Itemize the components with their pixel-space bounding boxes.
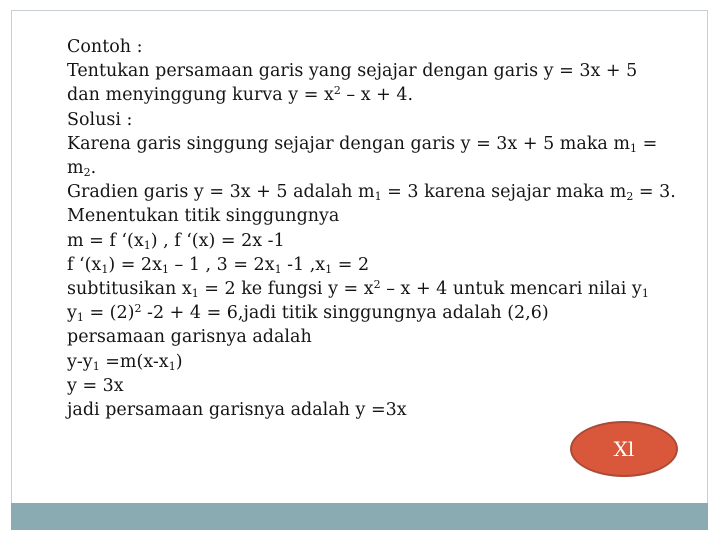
subscript: 1 [143,238,151,252]
text-line [67,108,667,132]
text-fragment: Karena garis singgung sejajar dengan garis y = 3x + 5 maka m [67,133,631,154]
text-fragment: Contoh : [67,37,143,57]
text-line [67,301,667,325]
subscript: 2 [626,190,634,204]
class-badge-label: Xl [613,437,635,461]
text-fragment: jadi persamaan garisnya adalah y =3x [67,400,407,421]
text-fragment: dan menyinggung kurva y = x [67,85,334,106]
text-line [67,180,676,204]
subscript: 1 [374,190,382,204]
text-line [67,59,667,83]
superscript: 2 [373,278,381,292]
text-fragment: Gradien garis y = 3x + 5 adalah m [67,182,375,203]
text-fragment: subtitusikan x [67,279,192,300]
subscript: 1 [641,287,649,301]
text-line [67,325,667,349]
text-fragment: = 3. [633,182,676,203]
text-line [67,83,667,107]
text-line [67,398,667,422]
text-line [67,253,667,277]
subscript: 1 [92,359,100,373]
text-fragment: ) [175,351,183,372]
slide-content [67,35,676,422]
subscript: 1 [191,287,199,301]
text-fragment: -1 ,x [281,254,326,275]
text-fragment: – x + 4. [340,85,414,106]
text-fragment: y [67,303,77,324]
text-fragment: = [637,133,658,154]
text-fragment: = 2 ke fungsi y = x [198,279,374,300]
text-fragment: persamaan garisnya adalah [67,327,312,348]
text-fragment: y-y [67,351,93,372]
text-fragment: m [67,158,84,179]
subscript: 1 [168,359,176,373]
text-line [67,374,667,398]
text-line [67,156,667,180]
text-fragment: – 1 , 3 = 2x [168,254,275,275]
subscript: 1 [325,262,333,276]
subscript: 1 [161,262,169,276]
subscript: 1 [274,262,282,276]
text-line [67,350,667,374]
text-line [67,35,667,59]
text-fragment: -2 + 4 = 6,jadi titik singgungnya adalah (2,6) [141,303,549,324]
superscript: 2 [134,302,142,316]
text-line [67,204,667,228]
subscript: 1 [630,141,638,155]
subscript: 1 [101,262,109,276]
text-fragment: = 3 karena sejajar maka m [381,182,627,203]
text-line [67,132,667,156]
text-line [67,229,667,253]
superscript: 2 [333,84,341,98]
subscript: 2 [83,166,91,180]
text-fragment: ) = 2x [108,254,162,275]
text-fragment: Solusi : [67,109,133,130]
footer-bar [11,503,708,530]
text-fragment: = (2) [83,303,135,324]
text-fragment: Menentukan titik singgungnya [67,206,340,227]
text-fragment: f ‘(x [67,254,102,275]
class-badge [570,421,678,477]
text-fragment: y = 3x [67,375,124,396]
subscript: 1 [76,311,84,325]
text-fragment: m = f ‘(x [67,230,144,251]
text-fragment: =m(x-x [99,351,169,372]
text-fragment: – x + 4 untuk mencari nilai y [380,279,642,300]
text-fragment: = 2 [332,254,370,275]
text-fragment: . [90,158,97,179]
text-line [67,277,667,301]
text-fragment: ) , f ‘(x) = 2x -1 [150,230,285,251]
text-fragment: Tentukan persamaan garis yang sejajar dengan garis y = 3x + 5 [67,61,638,82]
